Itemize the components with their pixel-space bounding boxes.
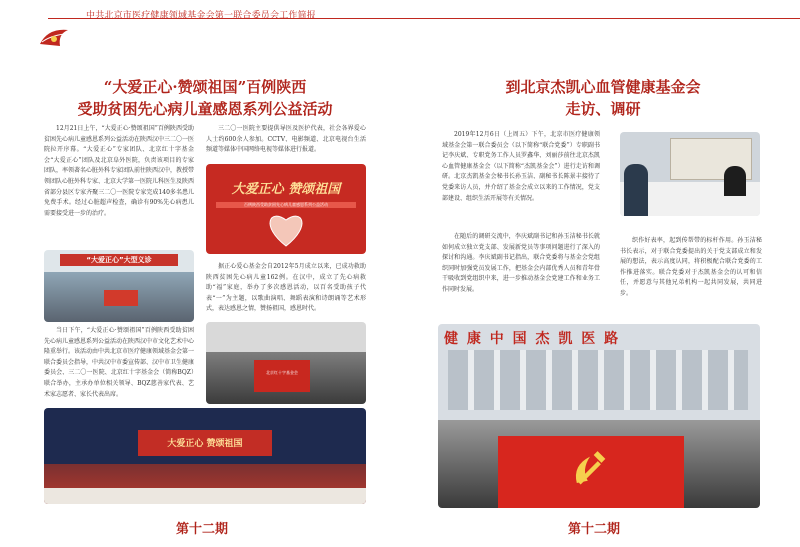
right-col1-paragraph-1: 2019年12月6日（上周五）下午，北京市医疗健康领域基金会第一联合委员会（以下简称“联合党委”）专职副书记李庆斌、专职党务工作人员罗鑫华、刘丽莎前往北京杰凯心血管健康基金会（以下简称“杰凯基金会”）进行走访和调研。北京杰凯基金会秘书长孙玉洁、副秘书长陈景丰接待了党委来访人员，并介绍了基金会成立以来的工作情况，党支部建设、组织生活开展等有关情况。 [442,131,600,202]
photo-wall-text: 健 康 中 国 杰 凯 医 路 [444,331,621,347]
event-banner-title: 大爱正心 赞颂祖国 [231,182,341,197]
left-photo-stage-performance [44,408,366,504]
left-col1-paragraph-1: 12月21日上午，“大爱正心·赞颂祖国”百例陕西受助贫困先心病儿童感恩系列公益活动在陕西汉中三二〇一医院拉开序幕。“大爱正心”专家团队、北京红十字基金会“大爱正心”团队及北京阜外医院，负责该项目的专家团队，率领著名心脏外科专家团队前往陕西汉中，教授带领团队心脏外科专家、北京大学第一医院儿科医生及陕西省部分县区专家齐聚三二〇一医院专家完成140多名患儿免费手术。经过心脏超声检查，确诊有90%先心病患儿需要接受进一步的治疗。 [44,125,194,217]
left-col2-paragraph-2: 据正心爱心基金会自2012年5月成立以来，已成功救助陕西贫困先心病儿童162例。在汉中，成立了先心病救助“福”家庭，举办了多次感恩活动，以百名受助孩子代表“一”为主题，以歌曲演唱、舞蹈表演和诗朗诵等艺术形式，表达感恩之情，赞扬祖国，感恩时代。 [206,263,366,313]
right-article [438,60,768,540]
right-col1-paragraph-2: 在随后的调研交流中，李庆斌副书记和孙玉洁秘书长就如何成立独立党支部、发展新党员等事项问题进行了深入的探讨和沟通。李庆斌副书记指出，联合党委将与基金会党组织同时加强党员发展工作，把基金会内部优秀人员和青年骨干吸收到党组织中来，进一步推动基金会党建工作和业务工作同时发展。 [442,233,600,293]
clinic-banner-text: “大爱正心”大型义诊 [86,256,152,264]
left-col2-paragraph-1: 三二〇一医院主要提供导医及医护代表，社会各界爱心人士约600余人参加。CCTV、电影频道、北京电视台生活频道等媒体中国网络电视等媒体进行报道。 [206,125,366,154]
left-photo-performers-flag [206,322,366,404]
event-banner-subtitle: 百例陕西受助贫困先心病儿童感恩系列公益活动 [216,202,356,208]
stage-backdrop-text: 大爱正心 赞颂祖国 [167,439,243,449]
heart-icon [266,212,306,248]
right-col2-paragraph-1: 织作好表率，起到传帮带的标杆作用。孙玉洁秘书长表示，对于联合党委提出的关于党支部成立和发展的想法，表示高度认同，将积极配合联合党委的工作推进落实。联合党委对于杰凯基金会的认可和信任，并愿意与其他兄弟机构一起共同发展，共同进步。 [620,237,762,297]
left-headline-line2: 受助贫困先心病儿童感恩系列公益活动 [77,100,333,118]
left-col1-paragraph-2: 当日下午，“大爱正心·赞颂祖国”百例陕西受助贫困先心病儿童感恩系列公益活动在陕西汉中市文化艺术中心隆重举行。该活动由中共北京市医疗健康领域基金会第一联合委员会指导，中共汉中市委宣传部、汉中市卫生健康委员会、三二〇一医院、北京红十字基金会（简称BQZ）联合举办，主承办单位相关领导、BQZ慈善家代表、艺术家志愿者、家长代表出席。 [44,327,194,398]
party-emblem-logo [38,26,70,48]
right-headline-line2: 走访、调研 [565,100,641,118]
hammer-sickle-icon [568,450,612,494]
left-photo-clinic-group [44,250,194,322]
left-photo-event-banner [206,164,366,254]
left-article [40,60,370,540]
performers-flag-text: 北京红十字基金会 [266,370,298,375]
party-flag [498,436,684,508]
left-footer-issue: 第十二期 [176,522,229,537]
right-photo-group-flag [438,324,760,508]
right-footer-issue: 第十二期 [568,522,621,537]
header-title: 中共北京市医疗健康领域基金会第一联合委员会工作简报 [86,11,317,21]
right-photo-meeting [620,132,760,216]
right-headline-line1: 到北京杰凯心血管健康基金会 [505,78,701,96]
left-headline-line1: “大爱正心·赞颂祖国”百例陕西 [103,78,307,96]
page-header [0,0,800,46]
